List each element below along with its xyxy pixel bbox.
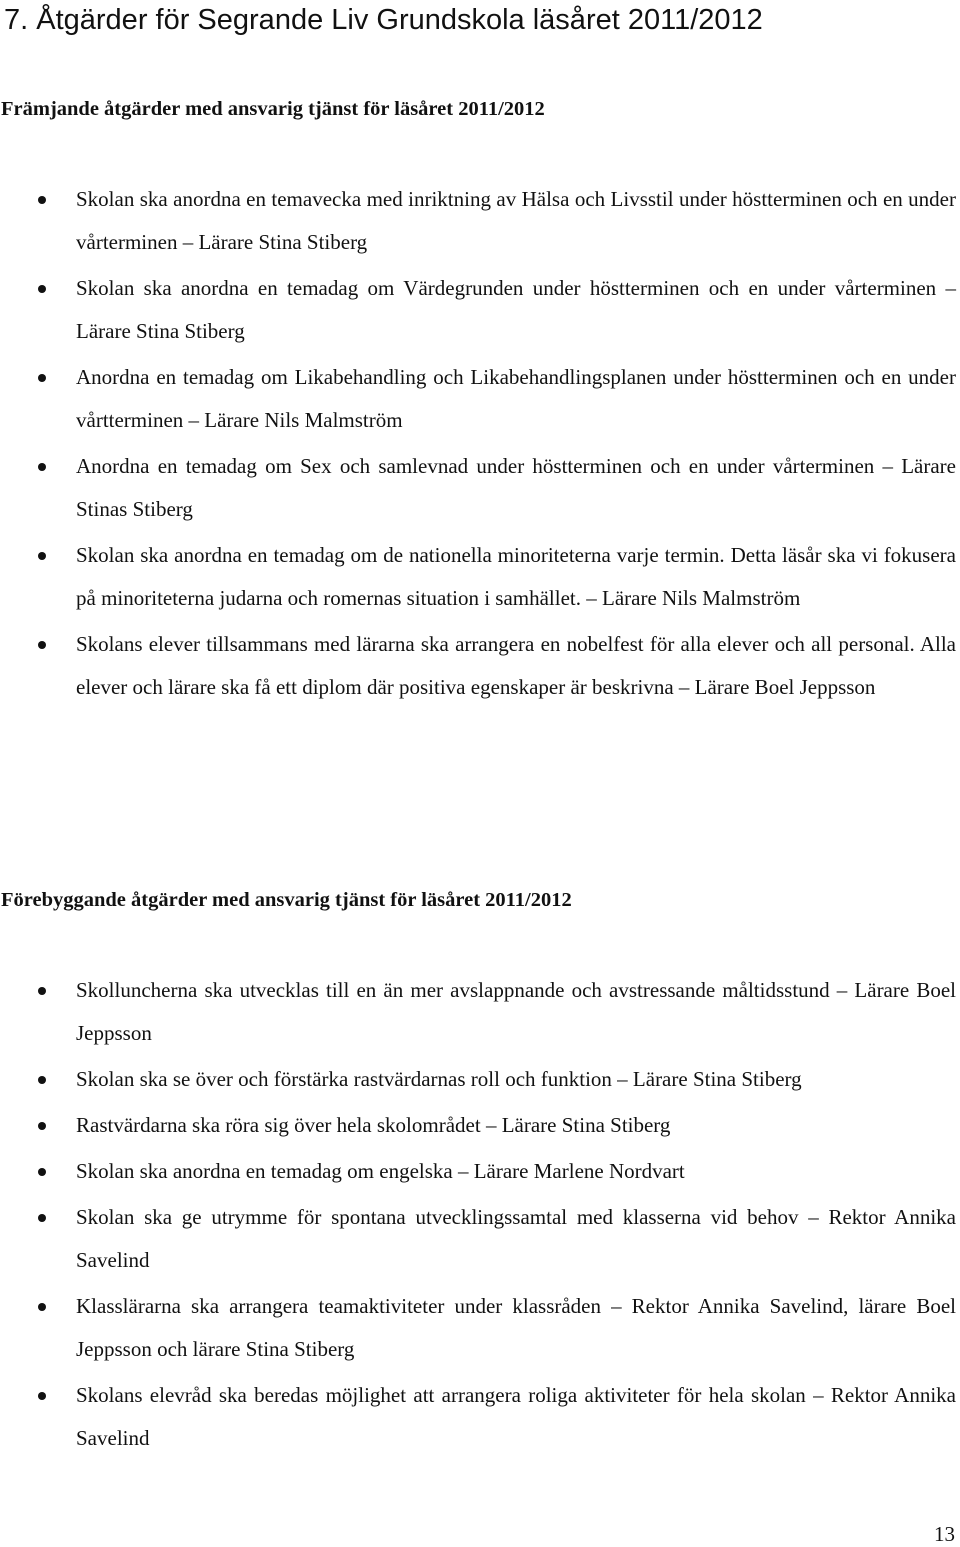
- bullet-icon: [38, 196, 46, 204]
- list-item-text: Skolans elever tillsammans med lärarna ska arrangera en nobelfest för alla elever och all personal. Alla elever och lärare ska få ett diplom där positiva egenskaper är beskrivna – Lärare Boel Jeppsson: [76, 632, 956, 699]
- list-item: [76, 1374, 956, 1460]
- bullet-icon: [38, 1214, 46, 1222]
- list-item-text: Klasslärarna ska arrangera teamaktiviteter under klassråden – Rektor Annika Savelind, lärare Boel Jeppsson och lärare Stina Stiberg: [76, 1294, 956, 1361]
- list-item-text: Skolan ska ge utrymme för spontana utvecklingssamtal med klasserna vid behov – Rektor Annika Savelind: [76, 1205, 956, 1272]
- bullet-icon: [38, 641, 46, 649]
- page-number: 13: [934, 1522, 955, 1546]
- list-item-text: Skolan ska se över och förstärka rastvärdarnas roll och funktion – Lärare Stina Stiberg: [76, 1067, 802, 1091]
- list-item-text: Skolluncherna ska utvecklas till en än mer avslappnande och avstressande måltidsstund – Lärare Boel Jeppsson: [76, 978, 956, 1045]
- bullet-icon: [38, 1303, 46, 1311]
- page-title: 7. Åtgärder för Segrande Liv Grundskola läsåret 2011/2012: [4, 4, 763, 36]
- section-heading-framjande: Främjande åtgärder med ansvarig tjänst för läsåret 2011/2012: [1, 98, 545, 120]
- list-item-text: Skolan ska anordna en temadag om engelska – Lärare Marlene Nordvart: [76, 1159, 685, 1183]
- list-item-text: Anordna en temadag om Likabehandling och Likabehandlingsplanen under höstterminen och en under vårtterminen – Lärare Nils Malmström: [76, 365, 956, 432]
- list-item-text: Anordna en temadag om Sex och samlevnad under höstterminen och en under vårterminen – Lärare Stinas Stiberg: [76, 454, 956, 521]
- list-item: [76, 267, 956, 353]
- bullet-icon: [38, 1122, 46, 1130]
- section-heading-forebyggande: Förebyggande åtgärder med ansvarig tjänst för läsåret 2011/2012: [1, 889, 572, 911]
- bullet-icon: [38, 1392, 46, 1400]
- list-item: [76, 1196, 956, 1282]
- list-item-text: Skolan ska anordna en temadag om de nationella minoriteterna varje termin. Detta läsår ska vi fokusera på minoriteterna judarna och romernas situation i samhället. – Lärare Nils Malmström: [76, 543, 956, 610]
- list-item-text: Skolan ska anordna en temavecka med inriktning av Hälsa och Livsstil under höstterminen och en under vårterminen – Lärare Stina Stiberg: [76, 187, 956, 254]
- list-item: [76, 356, 956, 442]
- bullet-icon: [38, 463, 46, 471]
- list-item-text: Skolans elevråd ska beredas möjlighet att arrangera roliga aktiviteter för hela skolan – Rektor Annika Savelind: [76, 1383, 956, 1450]
- bullet-icon: [38, 285, 46, 293]
- bullet-icon: [38, 1076, 46, 1084]
- list-item: [76, 178, 956, 264]
- list-item: [76, 1104, 956, 1147]
- list-item: [76, 969, 956, 1055]
- bullet-list-forebyggande: [76, 969, 956, 1463]
- list-item: [76, 1058, 956, 1101]
- bullet-icon: [38, 374, 46, 382]
- list-item: [76, 1150, 956, 1193]
- list-item-text: Skolan ska anordna en temadag om Värdegrunden under höstterminen och en under vårterminen – Lärare Stina Stiberg: [76, 276, 956, 343]
- list-item-text: Rastvärdarna ska röra sig över hela skolområdet – Lärare Stina Stiberg: [76, 1113, 671, 1137]
- bullet-icon: [38, 552, 46, 560]
- bullet-list-framjande: [76, 178, 956, 712]
- list-item: [76, 445, 956, 531]
- bullet-icon: [38, 987, 46, 995]
- list-item: [76, 1285, 956, 1371]
- bullet-icon: [38, 1168, 46, 1176]
- list-item: [76, 534, 956, 620]
- list-item: [76, 623, 956, 709]
